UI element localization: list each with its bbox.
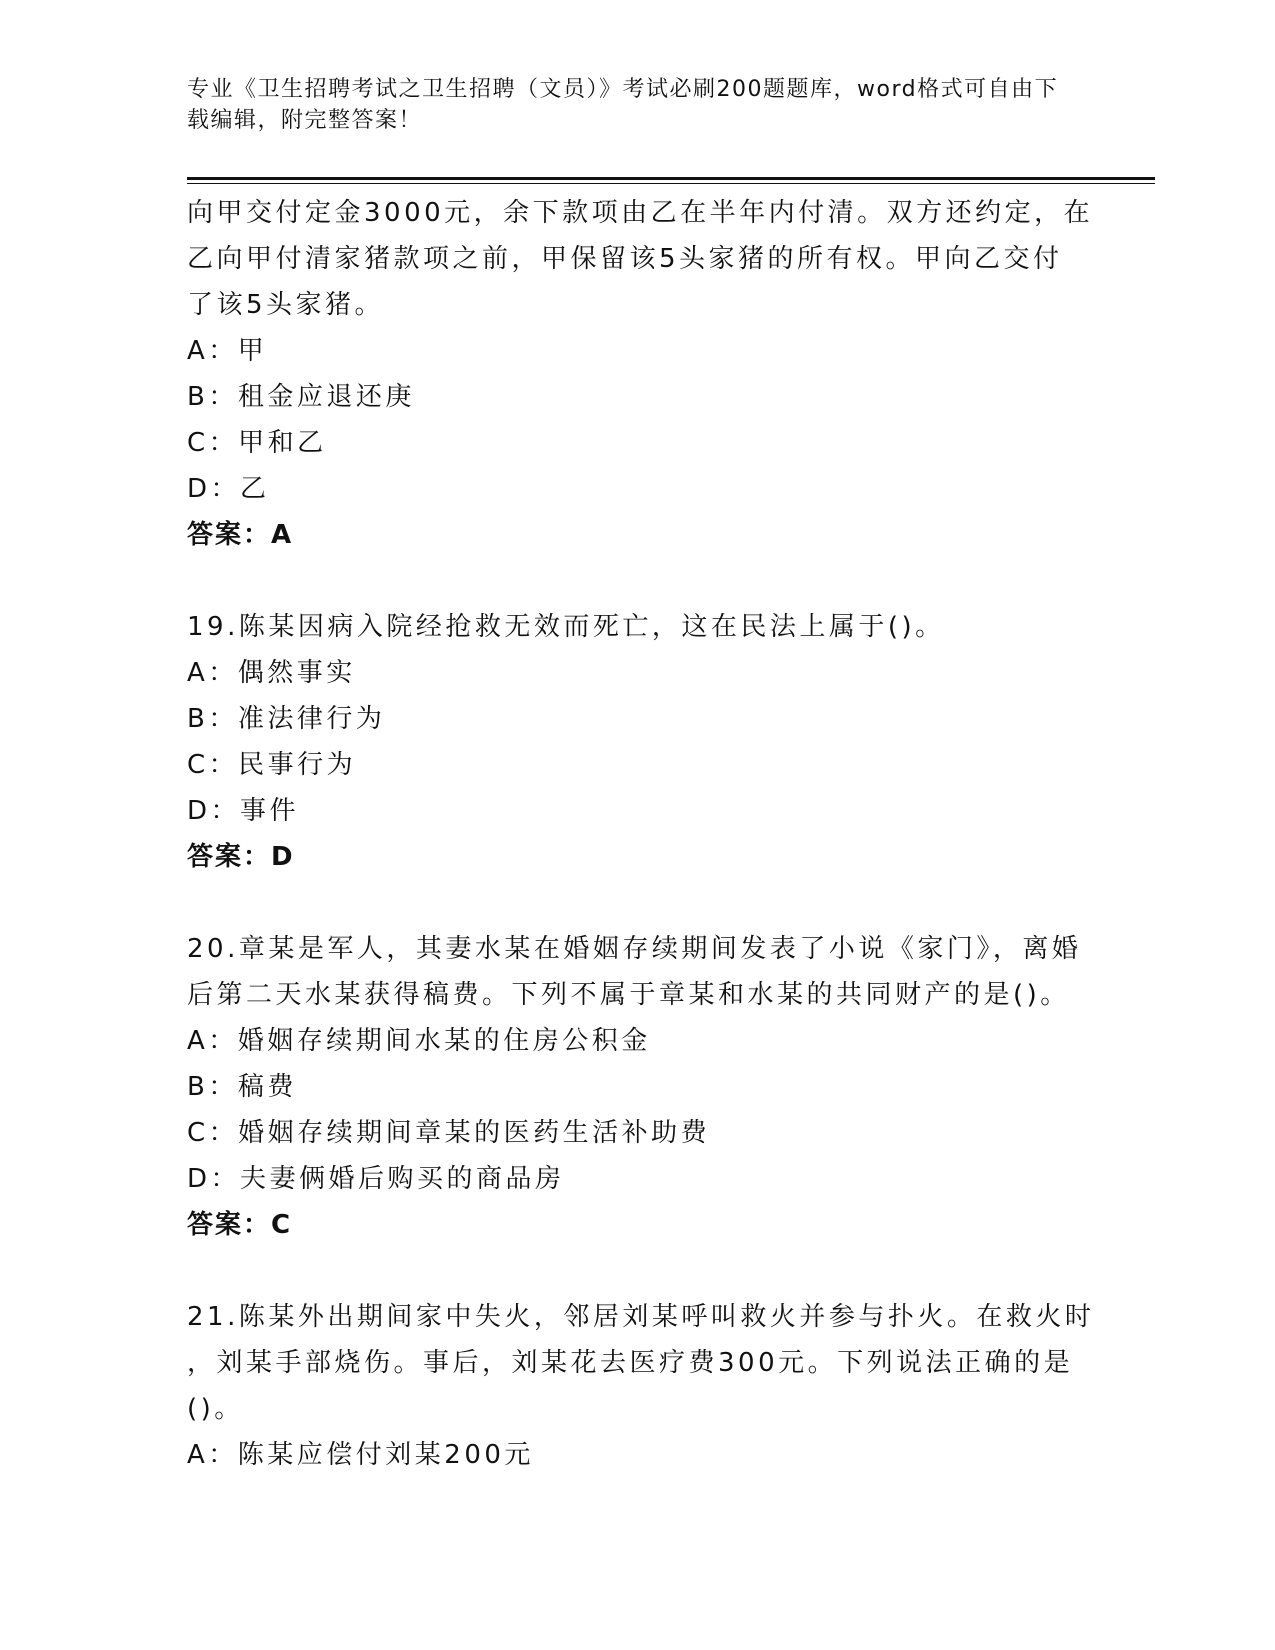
question-stem-line: 向甲交付定金3000元，余下款项由乙在半年内付清。双方还约定，在 (187, 198, 1094, 228)
question-stem-line: ()。 (187, 1394, 244, 1424)
question-list (187, 190, 1095, 1478)
answer-line: 答案：D (187, 842, 295, 872)
option-a: A：甲 (187, 336, 268, 366)
option-a: A：偶然事实 (187, 658, 356, 688)
answer-line: 答案：C (187, 1210, 293, 1240)
option-d: D：乙 (187, 474, 270, 504)
option-b: B：稿费 (187, 1072, 297, 1102)
question-block-18 (187, 190, 1094, 558)
question-block-20 (187, 926, 1087, 1248)
question-block-19 (187, 604, 1087, 880)
question-stem-line: 乙向甲付清家猪款项之前，甲保留该5头家猪的所有权。甲向乙交付 (187, 244, 1063, 274)
question-stem-line: 21.陈某外出期间家中失火，邻居刘某呼叫救火并参与扑火。在救火时 (187, 1302, 1095, 1332)
option-c: C：甲和乙 (187, 428, 327, 458)
option-c: C：婚姻存续期间章某的医药生活补助费 (187, 1118, 711, 1148)
option-a: A：婚姻存续期间水某的住房公积金 (187, 1026, 651, 1056)
option-b: B：租金应退还庚 (187, 382, 415, 412)
question-stem-line: 后第二天水某获得稿费。下列不属于章某和水某的共同财产的是()。 (187, 980, 1070, 1010)
spacer (187, 558, 1087, 604)
option-b: B：准法律行为 (187, 704, 386, 734)
spacer (187, 880, 1087, 926)
question-stem-line: 了该5头家猪。 (187, 290, 385, 320)
spacer (187, 1248, 1087, 1294)
question-stem-line: 20.章某是军人，其妻水某在婚姻存续期间发表了小说《家门》，离婚 (187, 934, 1082, 964)
option-d: D：事件 (187, 796, 300, 826)
option-d: D：夫妻俩婚后购买的商品房 (187, 1164, 565, 1194)
header-title: 专业《卫生招聘考试之卫生招聘（文员）》考试必刷200题题库，word格式可自由下载编辑，附完整答案！ (187, 77, 1059, 133)
question-stem-line: 19.陈某因病入院经抢救无效而死亡，这在民法上属于()。 (187, 612, 945, 642)
question-stem-line: ，刘某手部烧伤。事后，刘某花去医疗费300元。下列说法正确的是 (187, 1348, 1074, 1378)
question-block-21 (187, 1294, 1095, 1478)
header-rule-thick (187, 177, 1155, 180)
document-header (187, 74, 1067, 136)
header-rule-thin (187, 183, 1155, 184)
answer-line: 答案：A (187, 520, 294, 550)
option-c: C：民事行为 (187, 750, 357, 780)
option-a: A：陈某应偿付刘某200元 (187, 1440, 534, 1470)
